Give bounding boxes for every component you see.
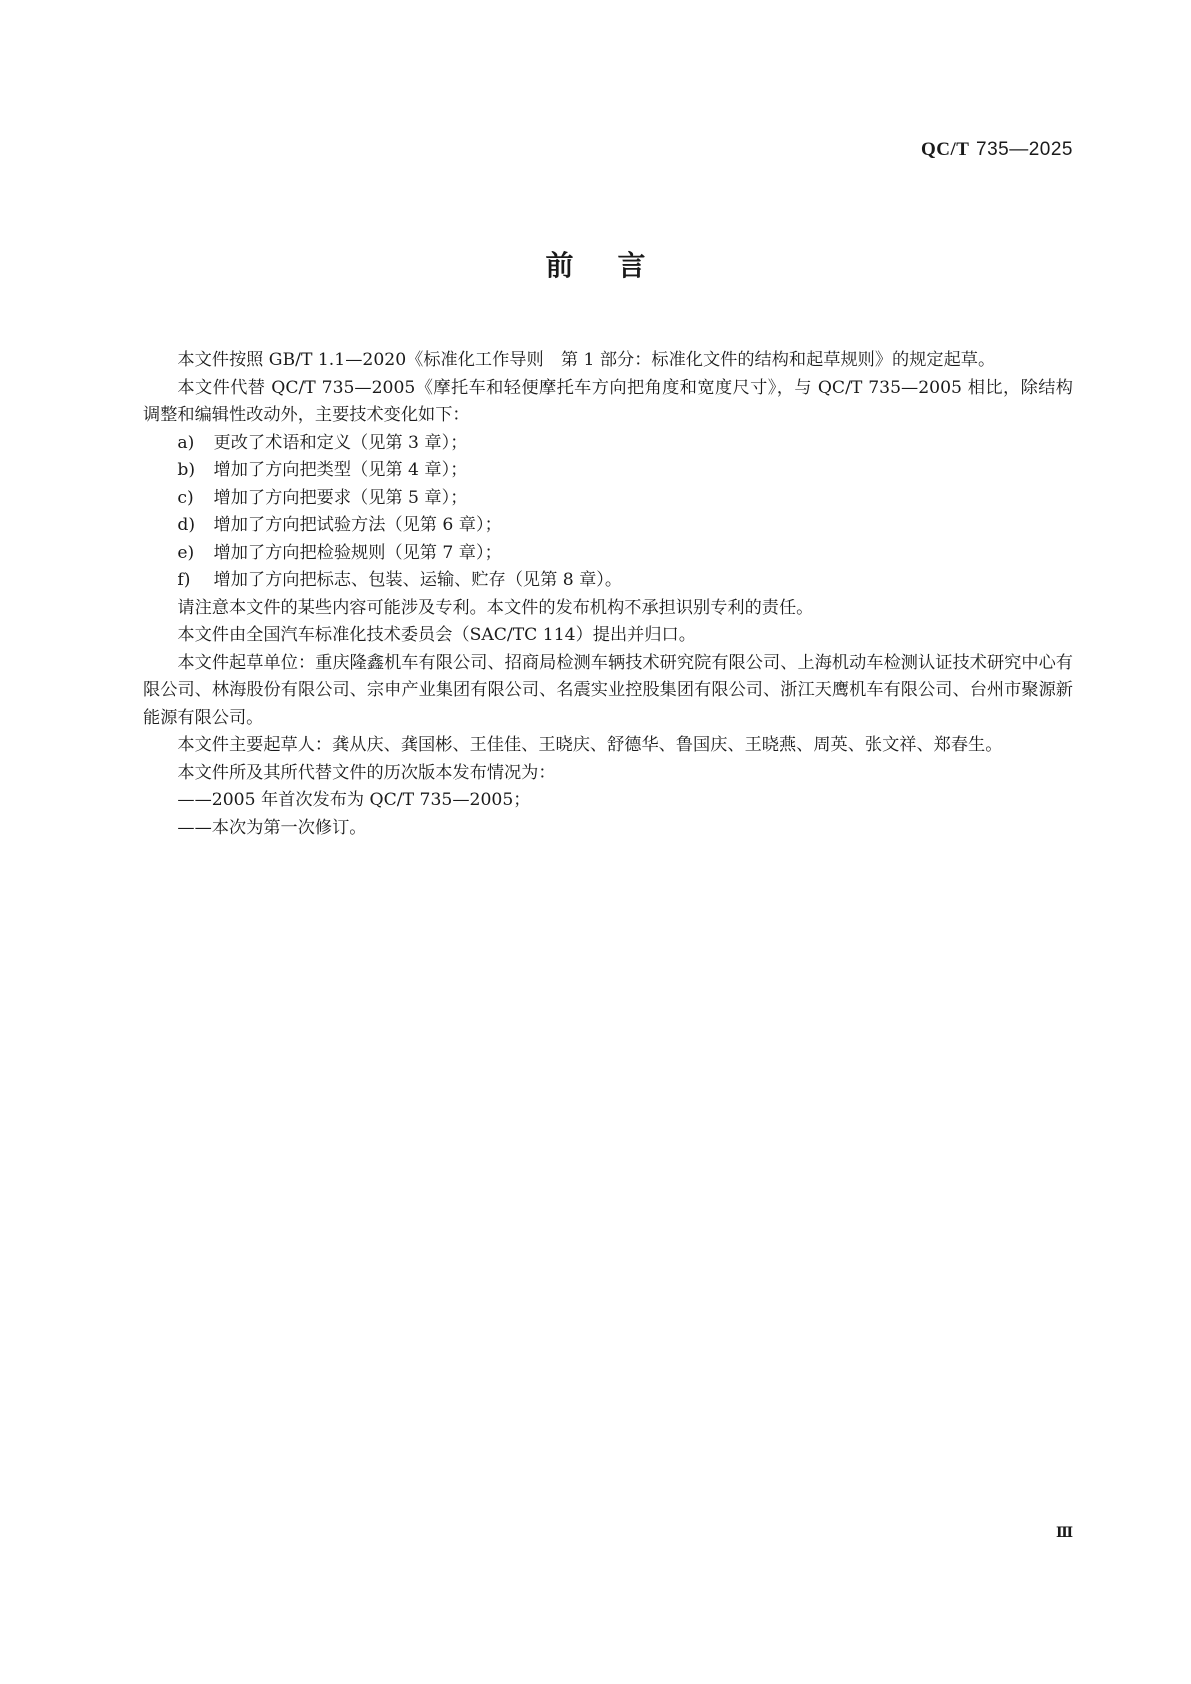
list-marker: f)	[177, 570, 191, 590]
list-marker: d)	[177, 515, 196, 535]
list-marker: a)	[177, 432, 195, 453]
list-text: 增加了方向把标志、包装、运输、贮存（见第 8 章）。	[213, 570, 623, 590]
list-item	[143, 457, 1073, 485]
list-text: 增加了方向把试验方法（见第 6 章）；	[213, 515, 502, 535]
paragraph-replacement: 本文件代替 QC/T 735—2005《摩托车和轻便摩托车方向把角度和宽度尺寸》，与 QC/T 735—2005 相比，除结构调整和编辑性改动外，主要技术变化如下：	[143, 377, 1073, 425]
list-marker: b)	[177, 460, 196, 480]
paragraph-drafting-units: 本文件起草单位：重庆隆鑫机车有限公司、招商局检测车辆技术研究院有限公司、上海机动车检测认证技术研究中心有限公司、林海股份有限公司、宗申产业集团有限公司、名震实业控股集团有限公司、浙江天鹰机车有限公司、台州市聚源新能源有限公司。	[143, 652, 1073, 728]
paragraph-history-intro: 本文件所及其所代替文件的历次版本发布情况为：	[177, 762, 556, 783]
history-item: ——2005 年首次发布为 QC/T 735—2005；	[177, 790, 531, 810]
standard-prefix: QC/T	[921, 139, 970, 160]
list-item	[143, 512, 1073, 540]
paragraph-drafters: 本文件主要起草人：龚从庆、龚国彬、王佳佳、王晓庆、舒德华、鲁国庆、王晓燕、周英、张文祥、郑春生。	[177, 735, 1003, 755]
list-marker: c)	[177, 487, 194, 508]
paragraph-drafting-rules: 本文件按照 GB/T 1.1—2020《标准化工作导则 第 1 部分：标准化文件的结构和起草规则》的规定起草。	[177, 350, 996, 370]
standard-number: 735—2025	[976, 139, 1073, 160]
list-item	[143, 540, 1073, 568]
list-text: 增加了方向把检验规则（见第 7 章）；	[213, 542, 502, 563]
list-text: 增加了方向把要求（见第 5 章）；	[213, 487, 468, 508]
page-title: 前言	[545, 249, 690, 282]
list-item	[143, 567, 1073, 595]
list-text: 更改了术语和定义（见第 3 章）；	[213, 432, 468, 453]
page-number: Ⅲ	[1055, 1526, 1073, 1541]
standard-code	[921, 138, 1073, 161]
history-item: ——本次为第一次修订。	[177, 817, 367, 838]
list-item	[143, 430, 1073, 458]
paragraph-proposer: 本文件由全国汽车标准化技术委员会（SAC/TC 114）提出并归口。	[177, 625, 696, 645]
paragraph-patent-notice: 请注意本文件的某些内容可能涉及专利。本文件的发布机构不承担识别专利的责任。	[177, 597, 814, 618]
list-marker: e)	[177, 542, 195, 563]
changes-list	[143, 430, 1073, 595]
list-item	[143, 485, 1073, 513]
history-list	[143, 787, 1073, 842]
list-text: 增加了方向把类型（见第 4 章）；	[213, 460, 468, 480]
foreword-body	[143, 347, 1073, 842]
